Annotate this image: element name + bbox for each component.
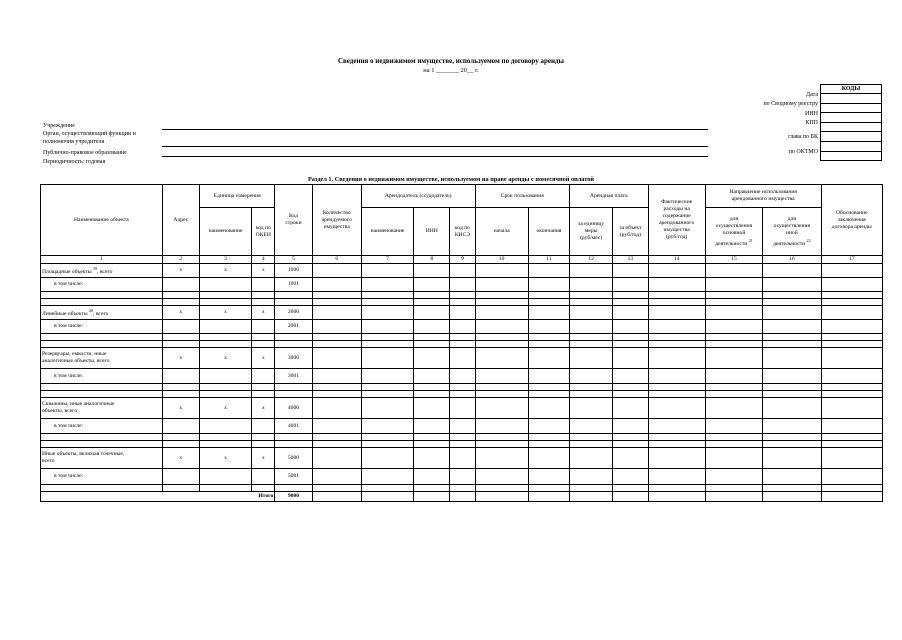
cell[interactable] [312,369,361,384]
cell[interactable] [361,278,413,292]
codes-table [820,84,882,161]
total-label: Итого [41,492,275,502]
cell[interactable] [821,398,882,419]
cell[interactable] [414,419,450,434]
cell[interactable] [361,264,413,278]
cell[interactable] [648,492,705,502]
cell[interactable] [705,469,762,485]
table-row [41,306,883,320]
col-number: 9 [450,256,475,264]
header-address: Адрес [162,185,199,256]
row-name-sub: в том числе: [41,278,163,292]
code-label-inn: ИНН [805,111,818,117]
cell[interactable] [528,492,569,502]
cell[interactable] [252,278,275,292]
header-rent: Арендная плата [570,185,648,208]
cell[interactable] [361,398,413,419]
cell[interactable] [450,398,475,419]
x-mark: х [199,306,251,320]
cell[interactable] [648,448,705,469]
cell[interactable] [763,369,821,384]
cell[interactable] [475,469,528,485]
cell[interactable] [705,348,762,369]
cell[interactable] [475,448,528,469]
header-kise: код по КИСЭ [450,208,475,256]
row-code: 3000 [275,348,312,369]
table-row-empty [41,441,883,448]
code-registry-cell[interactable] [821,103,882,113]
document-date-line: на 1 _______ 20__ г. [423,67,479,74]
cell[interactable] [705,264,762,278]
founder-label-2: полномочия учредителя [43,139,105,145]
row-name-other: Иные объекты, включая точечные, всего [41,448,163,469]
cell[interactable] [312,306,361,320]
cell[interactable] [450,306,475,320]
cell[interactable] [528,448,569,469]
cell[interactable] [821,369,882,384]
cell[interactable] [450,419,475,434]
x-mark: х [199,448,251,469]
cell[interactable] [821,306,882,320]
document-title: Сведения о недвижимом имуществе, используемом по договору аренды [337,57,565,65]
col-number: 2 [162,256,199,264]
row-name-sub: в том числе: [41,369,163,384]
code-oktmo-cell[interactable] [821,141,882,151]
header-term-start: начала [475,208,528,256]
x-mark: х [162,264,199,278]
cell[interactable] [821,264,882,278]
cell[interactable] [312,398,361,419]
cell[interactable] [528,369,569,384]
row-name-tanks: Резервуары, емкости, иные аналогичные объекты, всего [41,348,163,369]
header-dir-main: для осуществления основной деятельности $^{21}$ [705,208,762,256]
table-row-empty [41,434,883,441]
col-number: 1 [41,256,163,264]
header-leased-qty: Количество арендуемого имущества [312,185,361,256]
cell[interactable] [528,469,569,485]
cell[interactable] [252,320,275,334]
col-number: 5 [275,256,312,264]
cell[interactable] [414,306,450,320]
cell[interactable] [252,369,275,384]
cell[interactable] [528,320,569,334]
cell[interactable] [528,398,569,419]
cell[interactable] [450,492,475,502]
table-row [41,448,883,469]
header-basis: Обоснование заключения договора аренды [821,185,882,256]
header-lessor-name: наименование [361,208,413,256]
cell[interactable] [821,419,882,434]
institution-label: Учреждение [43,123,75,129]
row-code: 2001 [275,320,312,334]
cell[interactable] [199,469,251,485]
cell[interactable] [648,264,705,278]
cell[interactable] [475,278,528,292]
code-label-bk: глава по БК [788,134,818,140]
table-row [41,469,883,485]
cell[interactable] [570,448,613,469]
cell[interactable] [162,469,199,485]
cell[interactable] [613,492,648,502]
cell[interactable] [821,469,882,485]
cell[interactable] [361,320,413,334]
cell[interactable] [361,348,413,369]
cell[interactable] [361,369,413,384]
cell[interactable] [312,264,361,278]
col-number: 16 [763,256,821,264]
cell[interactable] [199,369,251,384]
cell[interactable] [821,448,882,469]
cell[interactable] [312,278,361,292]
cell[interactable] [613,469,648,485]
header-unit-name: наименование [199,208,251,256]
cell[interactable] [613,448,648,469]
cell[interactable] [475,419,528,434]
x-mark: х [199,348,251,369]
header-actual-expenses: Фактические расходы на содержание арендованного имущества (руб/год) [648,185,705,256]
code-label-oktmo: по ОКТМО [788,149,818,155]
x-mark: х [252,448,275,469]
cell[interactable] [414,398,450,419]
cell[interactable] [361,306,413,320]
founder-line[interactable] [162,146,708,147]
cell[interactable] [312,469,361,485]
header-term-end: окончания [528,208,569,256]
cell[interactable] [763,278,821,292]
table-row [41,320,883,334]
col-number: 6 [312,256,361,264]
cell[interactable] [414,278,450,292]
header-unit-code: код по ОКЕИ [252,208,275,256]
row-code: 1000 [275,264,312,278]
code-bk-cell[interactable] [821,132,882,142]
table-row-empty [41,334,883,341]
cell[interactable] [648,369,705,384]
cell[interactable] [312,448,361,469]
header-line-code: Код строки [275,185,312,256]
x-mark: х [199,264,251,278]
cell[interactable] [648,278,705,292]
col-number: 11 [528,256,569,264]
cell[interactable] [613,306,648,320]
row-code: 2000 [275,306,312,320]
cell[interactable] [705,306,762,320]
cell[interactable] [361,448,413,469]
cell[interactable] [763,448,821,469]
code-extra-cell[interactable] [821,151,882,161]
cell[interactable] [312,419,361,434]
cell[interactable] [570,264,613,278]
row-name-sub: в том числе: [41,320,163,334]
x-mark: х [252,264,275,278]
cell[interactable] [199,320,251,334]
cell[interactable] [475,369,528,384]
cell[interactable] [528,264,569,278]
col-number: 13 [613,256,648,264]
cell[interactable] [450,320,475,334]
cell[interactable] [613,264,648,278]
table-row [41,419,883,434]
row-name-sub: в том числе: [41,419,163,434]
cell[interactable] [613,348,648,369]
cell[interactable] [705,419,762,434]
col-number: 14 [648,256,705,264]
cell[interactable] [252,419,275,434]
cell[interactable] [528,348,569,369]
cell[interactable] [570,492,613,502]
cell[interactable] [312,348,361,369]
cell[interactable] [162,320,199,334]
col-number: 8 [414,256,450,264]
cell[interactable] [528,306,569,320]
code-date-cell[interactable] [821,94,882,104]
cell[interactable] [821,278,882,292]
cell[interactable] [570,306,613,320]
cell[interactable] [705,448,762,469]
cell[interactable] [705,369,762,384]
code-kpp-cell[interactable] [821,122,882,132]
col-number: 10 [475,256,528,264]
header-inn: ИНН [414,208,450,256]
cell[interactable] [199,419,251,434]
x-mark: х [162,448,199,469]
cell[interactable] [528,278,569,292]
cell[interactable] [475,492,528,502]
cell[interactable] [414,369,450,384]
cell[interactable] [763,264,821,278]
cell[interactable] [475,348,528,369]
col-number: 3 [199,256,251,264]
header-object-name: Наименование объекта [41,185,163,256]
cell[interactable] [705,492,762,502]
cell[interactable] [450,348,475,369]
founder-label-1: Орган, осуществляющий функции и [43,131,136,137]
row-code: 4001 [275,419,312,434]
table-row-empty [41,341,883,348]
cell[interactable] [414,469,450,485]
cell[interactable] [414,448,450,469]
table-row-empty [41,391,883,398]
public-entity-label: Публично-правовое образование [43,150,127,156]
header-rent-object: за объект (руб/год) [613,208,648,256]
cell[interactable] [821,320,882,334]
col-number: 7 [361,256,413,264]
cell[interactable] [648,398,705,419]
lease-table [40,184,883,502]
table-row-empty [41,292,883,299]
cell[interactable] [414,348,450,369]
code-label-kpp: КПП [805,120,818,126]
cell[interactable] [648,320,705,334]
cell[interactable] [570,348,613,369]
row-name-wells: Скважины, иные аналогичные объекты, всего [41,398,163,419]
cell[interactable] [570,419,613,434]
cell[interactable] [648,348,705,369]
col-number: 12 [570,256,613,264]
table-row-empty [41,485,883,492]
cell[interactable] [763,306,821,320]
x-mark: х [162,398,199,419]
cell[interactable] [613,369,648,384]
table-row [41,278,883,292]
cell[interactable] [763,348,821,369]
x-mark: х [252,306,275,320]
column-numbers-row [41,256,883,264]
header-term: Срок пользования [475,185,570,208]
row-code: 5000 [275,448,312,469]
cell[interactable] [763,492,821,502]
row-code: 5001 [275,469,312,485]
cell[interactable] [821,492,882,502]
header-unit: Единица измерения [199,185,274,208]
cell[interactable] [570,369,613,384]
cell[interactable] [361,419,413,434]
institution-line[interactable] [162,129,708,130]
x-mark: х [162,348,199,369]
table-row [41,348,883,369]
code-inn-cell[interactable] [821,113,882,123]
header-dir-other: для осуществления иной деятельности $^{22}$ [763,208,821,256]
table-row-empty [41,299,883,306]
cell[interactable] [705,320,762,334]
row-code: 1001 [275,278,312,292]
public-entity-line[interactable] [162,156,708,157]
code-label-registry: по Сводному реестру [763,101,818,107]
cell[interactable] [475,398,528,419]
x-mark: х [162,306,199,320]
cell[interactable] [821,348,882,369]
x-mark: х [199,398,251,419]
cell[interactable] [450,264,475,278]
cell[interactable] [414,320,450,334]
table-row [41,398,883,419]
cell[interactable] [613,419,648,434]
table-row-empty [41,384,883,391]
cell[interactable] [705,398,762,419]
codes-header: КОДЫ [821,85,882,94]
header-lessor: Арендодатель (ссудодатель) [361,185,475,208]
cell[interactable] [763,419,821,434]
cell[interactable] [162,369,199,384]
cell[interactable] [162,278,199,292]
cell[interactable] [450,278,475,292]
cell[interactable] [312,492,361,502]
cell[interactable] [613,398,648,419]
total-row [41,492,883,502]
cell[interactable] [475,320,528,334]
cell[interactable] [613,278,648,292]
header-direction: Направление использования арендованного имущества [705,185,821,208]
cell[interactable] [450,448,475,469]
cell[interactable] [252,469,275,485]
cell[interactable] [570,278,613,292]
x-mark: х [252,348,275,369]
cell[interactable] [528,419,569,434]
cell[interactable] [648,469,705,485]
x-mark: х [252,398,275,419]
row-code: 3001 [275,369,312,384]
cell[interactable] [763,320,821,334]
cell[interactable] [450,469,475,485]
cell[interactable] [475,306,528,320]
cell[interactable] [613,320,648,334]
cell[interactable] [570,398,613,419]
cell[interactable] [414,492,450,502]
cell[interactable] [361,492,413,502]
row-name-linear: Линейные объекты $^{20}$, всего [41,306,163,320]
cell[interactable] [570,320,613,334]
cell[interactable] [312,320,361,334]
periodicity-label: Периодичность: годовая [43,159,106,165]
cell[interactable] [414,264,450,278]
cell[interactable] [648,306,705,320]
cell[interactable] [162,419,199,434]
total-code: 9000 [275,492,312,502]
row-name-area: Площадные объекты $^{19}$, всего [41,264,163,278]
code-label-date: Дата [806,92,818,98]
cell[interactable] [475,264,528,278]
cell[interactable] [450,369,475,384]
cell[interactable] [361,469,413,485]
table-row [41,369,883,384]
col-number: 17 [821,256,882,264]
cell[interactable] [199,278,251,292]
col-number: 4 [252,256,275,264]
col-number: 15 [705,256,762,264]
section-title: Раздел 1. Сведения о недвижимом имуществе, используемом на праве аренды с помесячной оплатой [307,176,595,183]
table-row [41,264,883,278]
cell[interactable] [705,278,762,292]
cell[interactable] [763,469,821,485]
cell[interactable] [763,398,821,419]
row-code: 4000 [275,398,312,419]
header-rent-unit: за единицу меры (руб/мес) [570,208,613,256]
cell[interactable] [570,469,613,485]
cell[interactable] [648,419,705,434]
row-name-sub: в том числе: [41,469,163,485]
